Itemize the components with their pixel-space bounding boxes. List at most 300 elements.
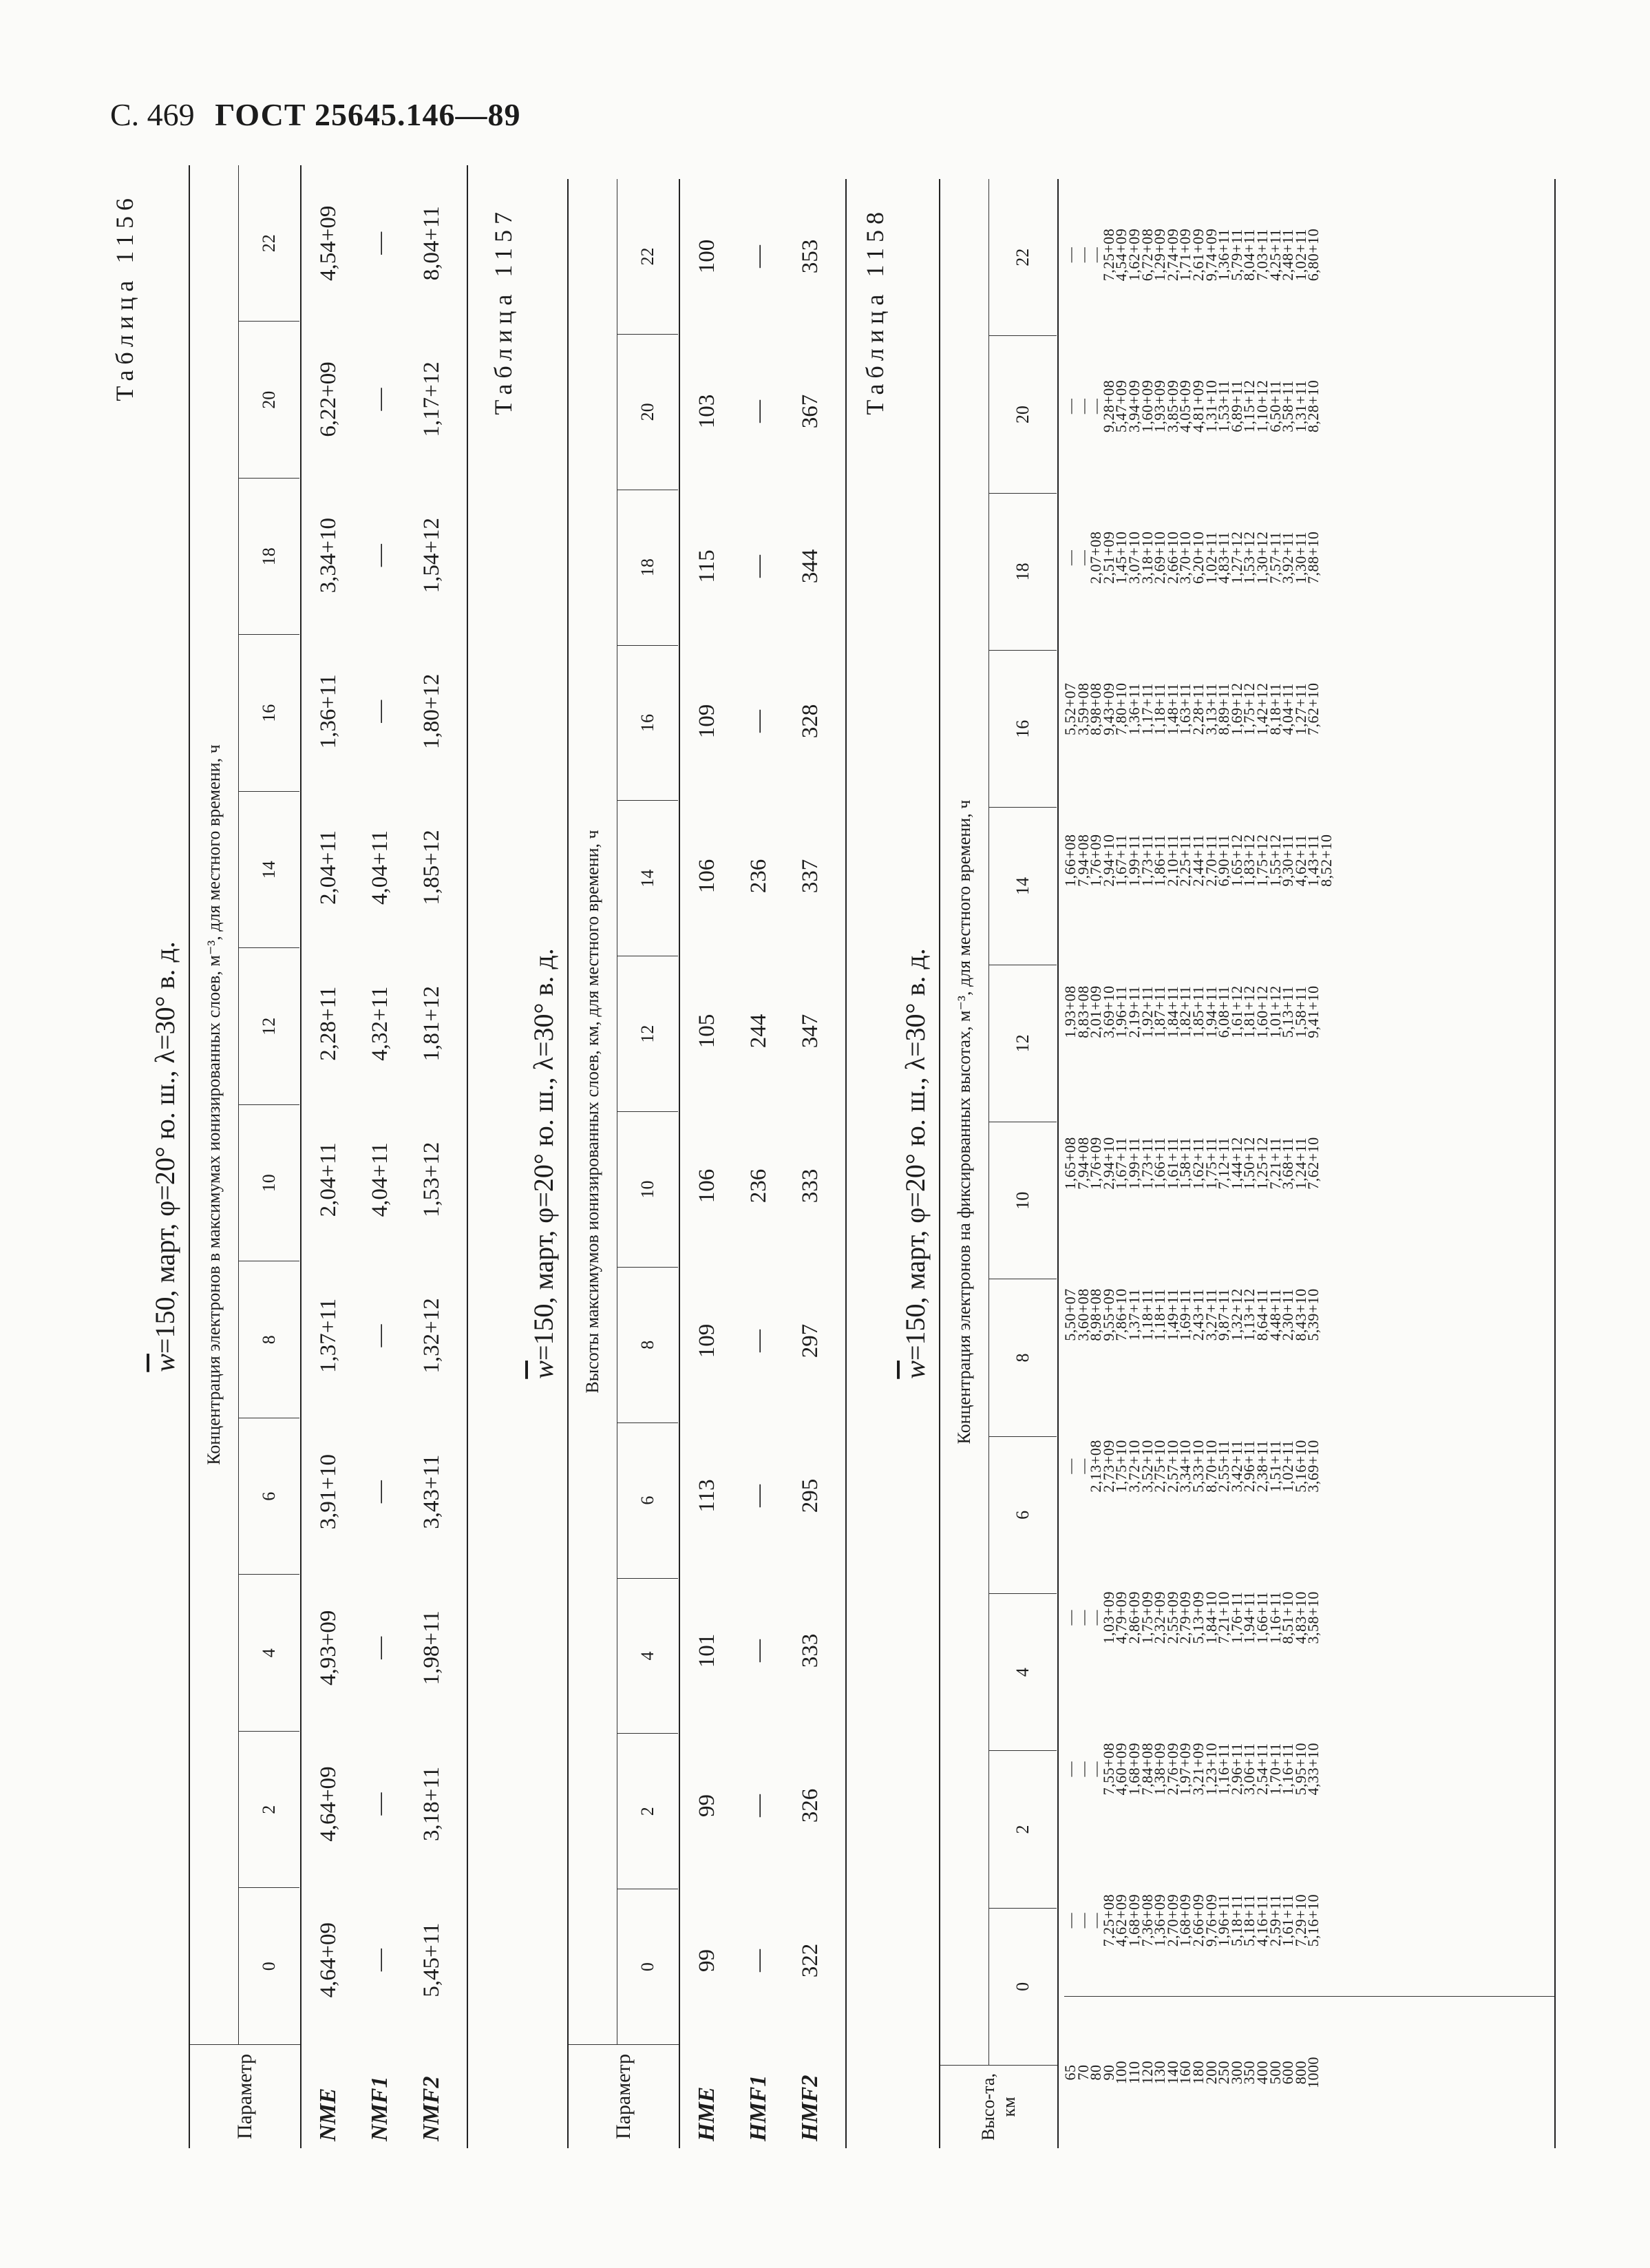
- concentration-value: 9,43+09: [1099, 682, 1117, 735]
- hour-6: 6: [989, 1436, 1057, 1593]
- concentration-value: 1,75+12: [1240, 682, 1258, 735]
- height-header: Высо-та, км: [940, 2065, 1057, 2148]
- concentration-value: 4,81+09: [1189, 379, 1207, 433]
- concentration-value: 2,70+11: [1202, 834, 1220, 887]
- concentration-value: 1,68+09: [1125, 1742, 1143, 1796]
- concentration-value: 1,27+11: [1291, 682, 1309, 735]
- concentration-value: 8,18+11: [1266, 682, 1284, 735]
- table-1157-label: Таблица 1157: [489, 207, 517, 415]
- hour-8: 8: [989, 1279, 1057, 1436]
- cell: 1,53+12: [419, 1142, 444, 1217]
- concentration-value: 5,13+11: [1279, 985, 1297, 1038]
- table-1158-title-w: $\overline{w}$: [900, 1361, 931, 1379]
- cell: 113: [694, 1479, 719, 1513]
- concentration-value: 1,68+09: [1125, 1893, 1143, 1947]
- cell: 109: [694, 1323, 719, 1358]
- concentration-value: 1,30+11: [1291, 532, 1309, 584]
- height-value: 90: [1099, 2064, 1117, 2081]
- concentration-value: 1,24+11: [1291, 1137, 1309, 1190]
- cell: 106: [694, 859, 719, 894]
- value-column-h14: [1061, 785, 1554, 936]
- concentration-value: —: [1061, 1761, 1079, 1777]
- concentration-value: 1,18+11: [1151, 1288, 1169, 1341]
- concentration-value: 2,74+09: [1163, 228, 1181, 282]
- concentration-value: 2,25+11: [1176, 834, 1194, 887]
- concentration-value: 2,86+09: [1125, 1591, 1143, 1644]
- concentration-value: 9,30+11: [1279, 834, 1297, 887]
- cell: 105: [694, 1014, 719, 1049]
- cell: 99: [694, 1949, 719, 1972]
- hours-caption: Концентрация электронов в максимумах ионизированных слоев, м⁻³, для местного времени, ч: [190, 165, 239, 2044]
- concentration-value: 6,50+11: [1266, 380, 1284, 432]
- height-value: 600: [1279, 2060, 1297, 2085]
- concentration-value: —: [1087, 1912, 1105, 1929]
- height-value: 800: [1291, 2060, 1309, 2085]
- value-column-h8: [1061, 1239, 1554, 1390]
- concentration-value: 8,83+08: [1074, 985, 1092, 1038]
- concentration-value: 8,98+08: [1087, 682, 1105, 735]
- cell: 322: [797, 1943, 823, 1978]
- height-value: 500: [1266, 2060, 1284, 2085]
- concentration-value: 5,13+09: [1189, 1591, 1207, 1644]
- concentration-value: 1,02+11: [1291, 229, 1309, 281]
- value-column-h6: [1061, 1390, 1554, 1542]
- concentration-value: 1,86+11: [1151, 834, 1169, 887]
- hour-16: 16: [239, 635, 299, 792]
- table-row: [405, 165, 458, 2148]
- cell: 4,64+09: [315, 1922, 341, 1998]
- cell: 333: [797, 1633, 823, 1668]
- concentration-value: —: [1074, 1610, 1092, 1626]
- concentration-value: 1,38+09: [1151, 1742, 1169, 1796]
- concentration-value: 7,29+10: [1291, 1893, 1309, 1947]
- concentration-value: 1,76+09: [1087, 834, 1105, 887]
- concentration-value: 5,33+10: [1189, 1440, 1207, 1493]
- concentration-value: 1,99+11: [1125, 1137, 1143, 1190]
- cell: —: [367, 1636, 392, 1659]
- concentration-value: 1,01+12: [1266, 985, 1284, 1038]
- hour-12: 12: [239, 948, 299, 1105]
- concentration-value: 1,73+11: [1138, 1137, 1156, 1190]
- concentration-value: 1,76+11: [1227, 1591, 1245, 1644]
- concentration-value: 7,94+08: [1074, 834, 1092, 887]
- concentration-value: 3,92+11: [1279, 532, 1297, 584]
- concentration-value: 5,47+09: [1112, 379, 1130, 433]
- concentration-value: 1,36+11: [1125, 682, 1143, 735]
- concentration-value: 1,62+11: [1189, 1137, 1207, 1190]
- cell: 1,80+12: [419, 673, 444, 749]
- concentration-value: 2,19+11: [1125, 985, 1143, 1038]
- concentration-value: —: [1087, 246, 1105, 263]
- concentration-value: —: [1061, 1458, 1079, 1474]
- concentration-value: 4,83+10: [1291, 1591, 1309, 1644]
- cell: 1,17+12: [419, 361, 444, 437]
- hour-6: 6: [617, 1422, 678, 1578]
- hours-block: [190, 165, 300, 2044]
- hour-row: [239, 165, 299, 2044]
- concentration-value: 3,07+10: [1125, 531, 1143, 585]
- height-value: 250: [1215, 2060, 1233, 2085]
- cell: 5,45+11: [419, 1922, 444, 1997]
- concentration-value: 3,68+11: [1279, 1137, 1297, 1190]
- cell: 326: [797, 1788, 823, 1823]
- hour-4: 4: [239, 1575, 299, 1732]
- hour-16: 16: [617, 645, 678, 801]
- cell: 6,22+09: [315, 361, 341, 437]
- page-header: [110, 96, 521, 133]
- hour-4: 4: [617, 1578, 678, 1734]
- cell: 101: [694, 1633, 719, 1668]
- table-1156-title: [149, 165, 189, 2148]
- concentration-value: 1,65+12: [1227, 834, 1245, 887]
- cell: 4,32+11: [367, 986, 392, 1061]
- concentration-value: —: [1087, 1761, 1105, 1777]
- cell: 3,18+11: [419, 1766, 444, 1842]
- concentration-value: 1,99+11: [1125, 834, 1143, 887]
- concentration-value: 3,85+09: [1163, 379, 1181, 433]
- hour-row: [989, 179, 1057, 2065]
- concentration-value: 1,16+11: [1266, 1591, 1284, 1644]
- hour-22: 22: [1013, 248, 1033, 266]
- value-column-h20: [1061, 330, 1554, 482]
- value-column-h0: [1061, 1845, 1554, 1996]
- cell: 8,04+11: [419, 206, 444, 281]
- concentration-value: 5,52+07: [1061, 682, 1079, 735]
- table-row: [783, 179, 837, 2148]
- table-1156: [110, 165, 468, 2148]
- concentration-value: 9,55+09: [1099, 1288, 1117, 1341]
- cell: 1,32+12: [419, 1298, 444, 1374]
- concentration-value: 2,44+11: [1189, 834, 1207, 887]
- cell: —: [367, 1480, 392, 1504]
- concentration-value: 6,20+10: [1189, 531, 1207, 585]
- height-value: 100: [1112, 2060, 1130, 2085]
- cell: 99: [694, 1794, 719, 1817]
- cell: —: [367, 388, 392, 411]
- value-column-h4: [1061, 1542, 1554, 1693]
- concentration-value: 2,75+10: [1151, 1440, 1169, 1493]
- concentration-value: 7,57+11: [1266, 532, 1284, 584]
- concentration-value: 7,94+08: [1074, 1137, 1092, 1190]
- table-1156-body: [302, 165, 468, 2148]
- cell: 337: [797, 859, 823, 894]
- cell: 328: [797, 704, 823, 739]
- concentration-value: 6,90+11: [1215, 834, 1233, 887]
- concentration-value: 7,25+08: [1099, 228, 1117, 282]
- param-header: Параметр: [569, 2044, 679, 2148]
- concentration-value: 5,16+10: [1291, 1440, 1309, 1493]
- concentration-value: 1,53+11: [1215, 380, 1233, 432]
- table-row: [355, 165, 405, 2148]
- concentration-value: 7,62+10: [1304, 682, 1322, 735]
- concentration-value: 1,66+08: [1061, 834, 1079, 887]
- table-1156-region: [110, 165, 468, 2148]
- concentration-value: 3,34+10: [1176, 1440, 1194, 1493]
- concentration-value: 2,59+11: [1266, 1894, 1284, 1946]
- concentration-value: 2,55+09: [1163, 1591, 1181, 1644]
- row-label-hme: HME: [694, 2086, 719, 2141]
- page-number: С. 469: [110, 97, 195, 132]
- concentration-value: 7,12+11: [1215, 1137, 1233, 1190]
- height-value: 350: [1240, 2060, 1258, 2085]
- concentration-value: —: [1061, 1610, 1079, 1626]
- concentration-value: 3,52+10: [1138, 1440, 1156, 1493]
- concentration-value: —: [1061, 549, 1079, 566]
- concentration-value: —: [1074, 549, 1092, 566]
- hour-12: 12: [989, 965, 1057, 1122]
- cell: —: [367, 1949, 392, 1972]
- cell: —: [745, 555, 771, 578]
- concentration-value: 3,69+10: [1304, 1440, 1322, 1493]
- concentration-value: 7,86+10: [1112, 1288, 1130, 1341]
- concentration-value: 1,27+12: [1227, 531, 1245, 585]
- param-header: Параметр: [190, 2044, 300, 2148]
- hour-10: 10: [239, 1104, 299, 1261]
- hour-12: 12: [617, 956, 678, 1111]
- concentration-value: 3,13+11: [1202, 682, 1220, 735]
- concentration-value: 3,72+10: [1125, 1440, 1143, 1493]
- cell: —: [745, 1639, 771, 1662]
- concentration-value: —: [1061, 1912, 1079, 1929]
- concentration-value: 1,02+11: [1202, 532, 1220, 584]
- concentration-value: 1,61+12: [1227, 985, 1245, 1038]
- concentration-value: 8,89+11: [1215, 682, 1233, 735]
- cell: 236: [745, 859, 771, 894]
- table-1158-label: Таблица 1158: [861, 207, 889, 415]
- cell: 4,04+11: [367, 1142, 392, 1217]
- cell: 297: [797, 1323, 823, 1358]
- value-column-h22: [1061, 179, 1554, 330]
- concentration-value: 1,65+08: [1061, 1137, 1079, 1190]
- concentration-value: 1,67+11: [1112, 1137, 1130, 1190]
- concentration-value: 7,36+08: [1138, 1893, 1156, 1947]
- concentration-value: 3,60+08: [1074, 1288, 1092, 1341]
- cell: 1,37+11: [315, 1298, 341, 1374]
- cell: 244: [745, 1014, 771, 1049]
- cell: 103: [694, 394, 719, 429]
- concentration-value: 4,83+11: [1215, 532, 1233, 584]
- cell: 1,98+11: [419, 1610, 444, 1686]
- concentration-value: —: [1087, 398, 1105, 414]
- table-1158-title: [899, 179, 939, 2148]
- concentration-value: 8,52+10: [1317, 834, 1335, 887]
- cell: 1,36+11: [315, 674, 341, 749]
- concentration-value: 1,94+11: [1240, 1591, 1258, 1644]
- concentration-value: 1,16+11: [1279, 1743, 1297, 1795]
- cell: 3,43+11: [419, 1454, 444, 1529]
- concentration-value: 2,73+09: [1099, 1440, 1117, 1493]
- concentration-value: 2,76+09: [1163, 1742, 1181, 1796]
- concentration-value: 4,16+11: [1253, 1894, 1271, 1946]
- value-column-h2: [1061, 1693, 1554, 1845]
- concentration-value: 2,38+11: [1253, 1440, 1271, 1493]
- concentration-value: 1,61+11: [1163, 1137, 1181, 1190]
- concentration-value: 6,80+10: [1304, 228, 1322, 282]
- table-1157-body: [680, 179, 847, 2148]
- hours-block: [569, 179, 679, 2044]
- concentration-value: 1,45+10: [1112, 531, 1130, 585]
- concentration-value: 2,96+11: [1227, 1743, 1245, 1795]
- concentration-value: 1,42+12: [1253, 682, 1271, 735]
- concentration-value: —: [1074, 1458, 1092, 1474]
- table-1156-header: [189, 165, 302, 2148]
- concentration-value: 5,50+07: [1061, 1288, 1079, 1341]
- cell: 4,54+09: [315, 205, 341, 281]
- table-1157: [489, 179, 847, 2148]
- hours-caption: Концентрация электронов на фиксированных высотах, м⁻³, для местного времени, ч: [940, 179, 989, 2065]
- concentration-value: 1,68+09: [1176, 1893, 1194, 1947]
- concentration-value: —: [1087, 1610, 1105, 1626]
- hour-8: 8: [617, 1267, 678, 1422]
- cell: —: [745, 1330, 771, 1352]
- hour-18: 18: [989, 493, 1057, 650]
- hour-22: 22: [259, 234, 279, 253]
- concentration-value: 2,54+11: [1253, 1743, 1271, 1795]
- concentration-value: 1,70+11: [1266, 1743, 1284, 1795]
- concentration-value: 3,69+10: [1099, 985, 1117, 1038]
- concentration-value: 1,50+12: [1240, 1137, 1258, 1190]
- value-column-h12: [1061, 936, 1554, 1088]
- concentration-value: 7,62+10: [1304, 1137, 1322, 1190]
- concentration-value: 1,31+10: [1202, 379, 1220, 433]
- cell: 333: [797, 1168, 823, 1204]
- cell: 295: [797, 1478, 823, 1513]
- concentration-value: 2,10+11: [1163, 834, 1181, 887]
- concentration-value: 5,95+10: [1291, 1742, 1309, 1796]
- concentration-value: 1,37+11: [1125, 1288, 1143, 1341]
- cell: —: [745, 400, 771, 423]
- row-label-nme: NME: [315, 2088, 341, 2141]
- concentration-value: 1,85+11: [1189, 985, 1207, 1038]
- table-1156-title-w: $\overline{w}$: [149, 1354, 180, 1372]
- concentration-value: 1,87+11: [1151, 985, 1169, 1038]
- concentration-value: 1,97+09: [1176, 1742, 1194, 1796]
- heights-column: [1061, 1996, 1554, 2148]
- height-value: 1000: [1304, 2057, 1322, 2089]
- table-1158-title-rest: =150, март, φ=20° ю. ш., λ=30° в. д.: [900, 948, 931, 1361]
- concentration-value: 5,79+11: [1227, 229, 1245, 281]
- concentration-value: 3,42+11: [1227, 1440, 1245, 1493]
- concentration-value: 1,81+12: [1240, 985, 1258, 1038]
- hour-14: 14: [239, 791, 299, 948]
- concentration-value: 7,21+10: [1215, 1591, 1233, 1644]
- height-value: 200: [1202, 2060, 1220, 2085]
- value-column-h16: [1061, 633, 1554, 785]
- cell: —: [367, 700, 392, 723]
- concentration-value: 1,25+12: [1253, 1137, 1271, 1190]
- cell: 109: [694, 704, 719, 739]
- cell: 1,81+12: [419, 985, 444, 1062]
- concentration-value: 1,18+11: [1138, 1288, 1156, 1341]
- concentration-value: 1,75+09: [1138, 1591, 1156, 1644]
- hour-row: [617, 179, 678, 2044]
- concentration-value: 3,70+10: [1176, 531, 1194, 585]
- cell: 2,28+11: [315, 986, 341, 1061]
- concentration-value: 1,13+12: [1240, 1288, 1258, 1341]
- concentration-value: 9,74+09: [1202, 228, 1220, 282]
- concentration-value: 1,94+11: [1202, 985, 1220, 1038]
- hour-6: 6: [239, 1418, 299, 1575]
- concentration-value: 4,62+09: [1112, 1893, 1130, 1947]
- concentration-value: 4,62+11: [1291, 834, 1309, 887]
- cell: —: [367, 1792, 392, 1816]
- concentration-value: 1,02+11: [1279, 1440, 1297, 1493]
- concentration-value: 1,60+12: [1253, 985, 1271, 1038]
- concentration-value: 1,36+11: [1215, 229, 1233, 281]
- concentration-value: 1,31+11: [1291, 380, 1309, 432]
- table-1157-title-w: $\overline{w}$: [528, 1361, 559, 1379]
- hour-14: 14: [617, 800, 678, 956]
- concentration-value: 9,28+08: [1099, 379, 1117, 433]
- concentration-value: 8,04+11: [1240, 229, 1258, 281]
- concentration-value: 1,96+11: [1215, 1894, 1233, 1946]
- concentration-value: 2,94+10: [1099, 834, 1117, 887]
- concentration-value: 6,08+11: [1215, 985, 1233, 1038]
- concentration-value: 1,66+11: [1151, 1137, 1169, 1190]
- table-1158-header: [939, 179, 1059, 2148]
- concentration-value: 1,63+11: [1176, 682, 1194, 735]
- cell: 236: [745, 1168, 771, 1204]
- height-value: 120: [1138, 2060, 1156, 2085]
- table-1156-label: Таблица 1156: [111, 193, 138, 401]
- concentration-value: 7,03+11: [1253, 229, 1271, 281]
- concentration-value: 9,41+10: [1304, 985, 1322, 1038]
- cell: 115: [694, 549, 719, 583]
- table-row: [302, 165, 355, 2148]
- concentration-value: 1,62+09: [1125, 228, 1143, 282]
- concentration-value: 1,17+11: [1138, 682, 1156, 735]
- cell: 1,54+12: [419, 517, 444, 594]
- concentration-value: 6,89+11: [1227, 380, 1245, 432]
- concentration-value: 1,84+11: [1163, 985, 1181, 1038]
- table-1156-title-rest: =150, март, φ=20° ю. ш., λ=30° в. д.: [149, 941, 180, 1354]
- concentration-value: 2,55+11: [1215, 1440, 1233, 1493]
- concentration-value: 1,44+12: [1227, 1137, 1245, 1190]
- concentration-value: 2,43+11: [1189, 1288, 1207, 1341]
- concentration-value: 2,66+10: [1163, 531, 1181, 585]
- concentration-value: 1,58+11: [1291, 985, 1309, 1038]
- concentration-value: 2,57+10: [1163, 1440, 1181, 1493]
- concentration-value: 1,58+11: [1176, 1137, 1194, 1190]
- concentration-value: —: [1061, 398, 1079, 414]
- concentration-value: 1,49+11: [1163, 1288, 1181, 1341]
- concentration-value: 4,25+11: [1266, 229, 1284, 281]
- height-value: 80: [1087, 2064, 1105, 2081]
- concentration-value: 7,55+08: [1099, 1742, 1117, 1796]
- table-1157-region: [489, 179, 847, 2148]
- concentration-value: 2,70+09: [1163, 1893, 1181, 1947]
- hour-20: 20: [989, 335, 1057, 492]
- hour-4: 4: [989, 1593, 1057, 1750]
- cell: —: [745, 245, 771, 268]
- cell: 353: [797, 239, 823, 274]
- concentration-value: 4,48+11: [1266, 1288, 1284, 1341]
- cell: —: [745, 710, 771, 733]
- concentration-value: 1,93+09: [1151, 379, 1169, 433]
- concentration-value: 9,87+11: [1215, 1288, 1233, 1341]
- hour-18: 18: [617, 490, 678, 645]
- cell: —: [745, 1484, 771, 1507]
- concentration-value: 1,60+09: [1138, 379, 1156, 433]
- value-column-h18: [1061, 482, 1554, 633]
- concentration-value: 7,21+11: [1266, 1137, 1284, 1190]
- cell: 367: [797, 394, 823, 429]
- concentration-value: 1,32+12: [1227, 1288, 1245, 1341]
- concentration-value: 4,05+09: [1176, 379, 1194, 433]
- table-1158-body: [1059, 179, 1556, 2148]
- concentration-value: 2,51+09: [1099, 531, 1117, 585]
- hours-block: [940, 179, 1057, 2065]
